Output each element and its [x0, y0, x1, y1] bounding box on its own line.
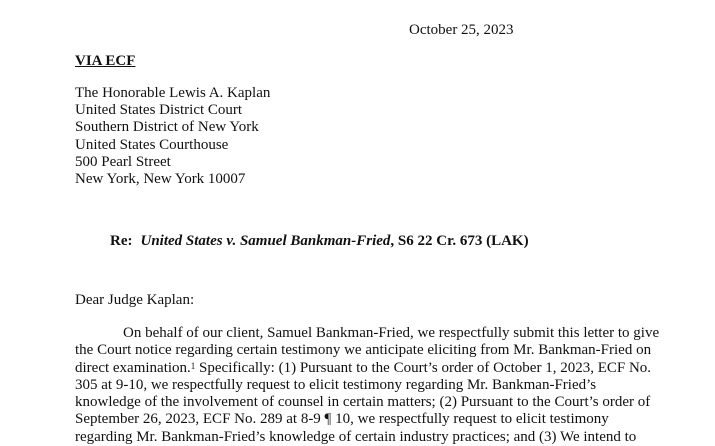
recipient-name: The Honorable Lewis A. Kaplan — [75, 85, 271, 101]
recipient-street: 500 Pearl Street — [75, 153, 171, 170]
body-line: knowledge of the involvement of counsel in certain matters; (2) Pursuant to the Court’s order of — [75, 394, 651, 411]
recipient-court: United States District Court — [75, 102, 243, 119]
body-line — [75, 359, 652, 377]
body-text: Specifically: (1) Pursuant to the Court’s order of October 1, 2023, ECF No. — [195, 359, 652, 376]
recipient-city: New York, New York 10007 — [75, 171, 246, 188]
recipient-address — [75, 85, 270, 188]
letter-date: October 25, 2023 — [409, 22, 514, 38]
body-line: September 26, 2023, ECF No. 289 at 8-9 ¶ 10, we respectfully request to elicit testimony — [75, 411, 609, 428]
body-paragraph — [75, 325, 660, 446]
body-line: On behalf of our client, Samuel Bankman-Fried, we respectfully submit this letter to give — [123, 325, 660, 341]
recipient-district: Southern District of New York — [75, 119, 259, 136]
delivery-method: VIA ECF — [75, 53, 136, 69]
footnote-marker[interactable]: 1 — [190, 360, 196, 371]
body-line: the Court notice regarding certain testimony we anticipate eliciting from Mr. Bankman-Fried on — [75, 342, 652, 359]
body-text: direct examination. — [75, 359, 191, 376]
salutation: Dear Judge Kaplan: — [75, 292, 195, 308]
body-line: 305 at 9-10, we respectfully request to elicit testimony regarding Mr. Bankman-Fried’s — [75, 376, 597, 393]
case-name: United States v. Samuel Bankman-Fried — [140, 233, 391, 249]
recipient-courthouse: United States Courthouse — [75, 136, 229, 153]
re-line — [110, 233, 529, 250]
case-number: , S6 22 Cr. 673 (LAK) — [390, 233, 529, 249]
body-line: regarding Mr. Bankman-Fried’s knowledge of certain industry practices; and (3) We intend to — [75, 428, 637, 445]
re-label: Re: — [110, 233, 133, 249]
